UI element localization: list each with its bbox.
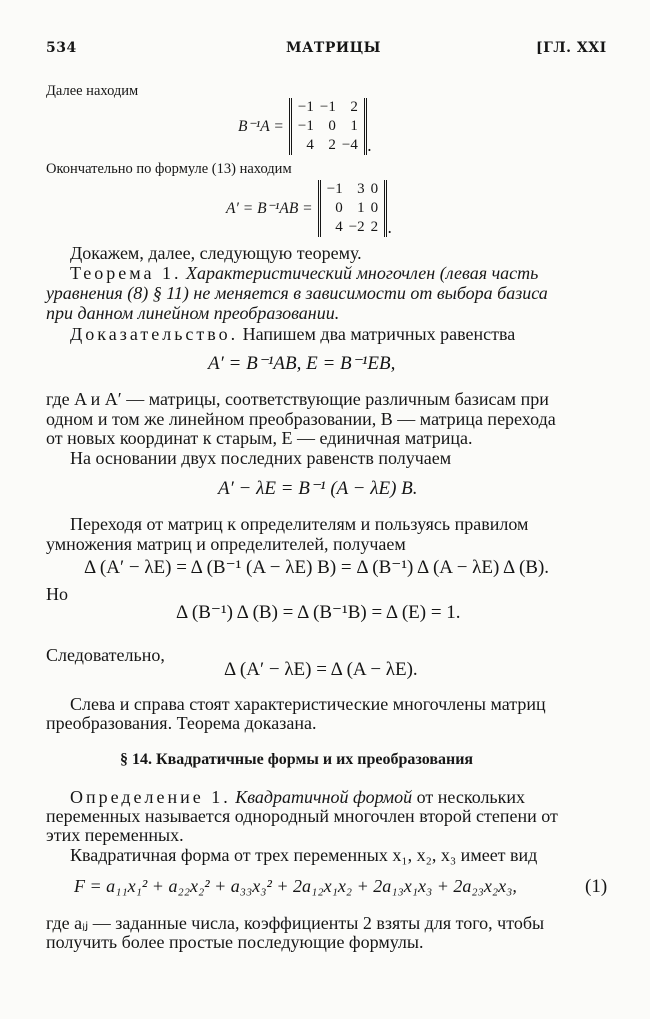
theorem-label: Теорема 1. bbox=[70, 263, 182, 283]
matrix-cell: −1 bbox=[297, 99, 314, 115]
matrix-cell: 1 bbox=[350, 118, 358, 134]
equation-lambda: A′ − λE = B⁻¹ (A − λE) B. bbox=[218, 478, 418, 499]
para-prove: Докажем, далее, следующую теорему. bbox=[70, 243, 362, 263]
para-quadratic: Квадратичная форма от трех переменных x₁, x₂, x₃ имеет вид bbox=[70, 845, 538, 865]
intro-text-2: Окончательно по формуле (13) находим bbox=[46, 161, 292, 177]
matrix-cell: 2 bbox=[350, 99, 358, 115]
para-coef-1: где aᵢⱼ — заданные числа, коэффициенты 2 взяты для того, чтобы bbox=[46, 913, 545, 933]
section-heading: § 14. Квадратичные формы и их преобразования bbox=[120, 751, 474, 768]
matrix-cell: 2 bbox=[370, 219, 379, 235]
matrix-equation-2: A′ = B⁻¹AB = −1 3 0 0 1 0 4 −2 2 . bbox=[226, 181, 393, 237]
definition-label: Определение 1. bbox=[70, 787, 231, 807]
para-coef-2: получить более простые последующие формулы. bbox=[46, 932, 424, 952]
equation-quadratic-form: F = a₁₁x₁² + a₂₂x₂² + a₃₃x₃² + 2a₁₂x₁x₂ + 2a₁₃x₁x₃ + 2a₂₃x₂x₃, bbox=[74, 876, 517, 896]
matrix-equation-1: B⁻¹A = −1 −1 2 −1 0 1 4 2 −4 . bbox=[238, 99, 372, 155]
matrix-cell: 1 bbox=[357, 200, 365, 216]
para-conclusion-2: преобразования. Теорема доказана. bbox=[46, 713, 317, 733]
para-det-2: умножения матриц и определителей, получаем bbox=[46, 534, 406, 554]
word-therefore: Следовательно, bbox=[46, 645, 165, 665]
para-where-2: одном и том же линейном преобразовании, B — матрица перехода bbox=[46, 409, 556, 429]
theorem-line-3: при данном линейном преобразовании. bbox=[46, 303, 340, 323]
chapter-label: [ГЛ. XXI bbox=[536, 40, 607, 56]
matrix-cell: 3 bbox=[357, 181, 365, 197]
proof-line: Доказательство. Напишем два матричных равенства bbox=[70, 324, 516, 344]
para-conclusion-1: Слева и справа стоят характеристические многочлены матриц bbox=[70, 694, 546, 714]
matrix-1-lhs: B⁻¹A = bbox=[238, 118, 284, 135]
matrix-cell: −1 bbox=[326, 181, 343, 197]
matrix-cell: 4 bbox=[335, 219, 343, 235]
running-title: МАТРИЦЫ bbox=[286, 40, 381, 56]
matrix-cell: 0 bbox=[370, 200, 379, 216]
theorem-line-1: Теорема 1. Характеристический многочлен (левая часть bbox=[70, 263, 539, 283]
matrix-1 bbox=[289, 98, 367, 155]
definition-line-1: Определение 1. Квадратичной формой от нескольких bbox=[70, 787, 526, 807]
matrix-cell: −1 bbox=[297, 118, 314, 134]
page-number: 534 bbox=[46, 40, 77, 56]
matrix-cell: 2 bbox=[328, 137, 336, 153]
word-but: Но bbox=[46, 584, 68, 604]
equation-determinants: Δ (A′ − λE) = Δ (B⁻¹ (A − λE) B) = Δ (B⁻¹) Δ (A − λE) Δ (B). bbox=[84, 557, 550, 578]
definition-line-3: этих переменных. bbox=[46, 825, 184, 845]
matrix-cell: −2 bbox=[348, 219, 365, 235]
equation-final: Δ (A′ − λE) = Δ (A − λE). bbox=[224, 659, 418, 680]
matrix-cell: 0 bbox=[328, 118, 336, 134]
para-det-1: Переходя от матриц к определителям и пользуясь правилом bbox=[70, 514, 529, 534]
theorem-line-2: уравнения (8) § 11) не меняется в зависимости от выбора базиса bbox=[46, 283, 548, 303]
definition-term: Квадратичной формой bbox=[235, 787, 413, 807]
matrix-cell: 0 bbox=[370, 181, 379, 197]
matrix-2 bbox=[318, 180, 387, 237]
para-basis: На основании двух последних равенств получаем bbox=[70, 448, 452, 468]
definition-line-2: переменных называется однородный многочлен второй степени от bbox=[46, 806, 558, 826]
equation-two-equalities: A′ = B⁻¹AB, E = B⁻¹EB, bbox=[208, 353, 396, 374]
matrix-2-lhs: A′ = B⁻¹AB = bbox=[226, 200, 313, 217]
equation-number: (1) bbox=[585, 876, 608, 897]
matrix-cell: −4 bbox=[341, 137, 358, 153]
matrix-cell: 4 bbox=[306, 137, 314, 153]
para-where-3: от новых координат к старым, E — единичная матрица. bbox=[46, 428, 473, 448]
matrix-cell: −1 bbox=[319, 99, 336, 115]
para-where-1: где A и A′ — матрицы, соответствующие различным базисам при bbox=[46, 389, 549, 409]
matrix-cell: 0 bbox=[335, 200, 343, 216]
equation-unit: Δ (B⁻¹) Δ (B) = Δ (B⁻¹B) = Δ (E) = 1. bbox=[176, 602, 461, 623]
intro-text-1: Далее находим bbox=[46, 83, 139, 99]
proof-label: Доказательство. bbox=[70, 324, 239, 344]
